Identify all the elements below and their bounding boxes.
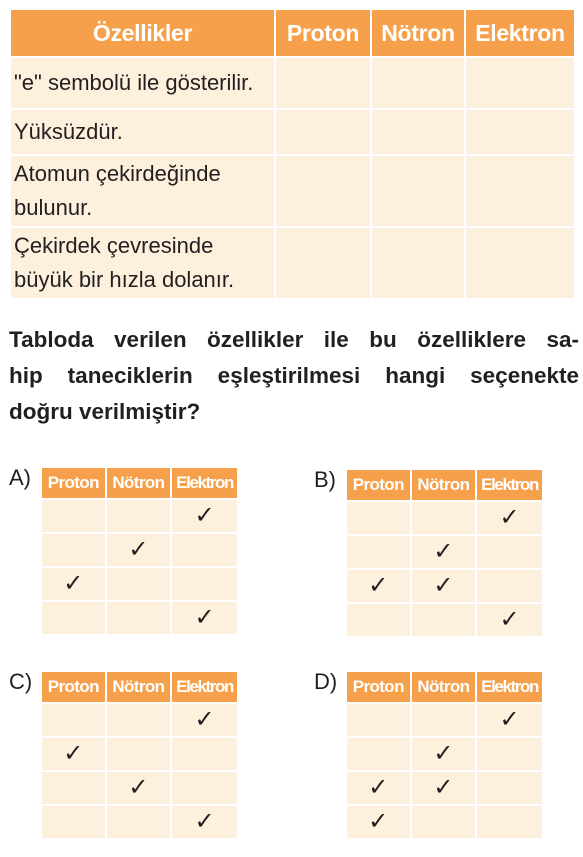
table-row (41, 737, 238, 771)
property-text-line: bulunur. (14, 195, 93, 220)
option-letter: C) (9, 669, 33, 694)
answer-cell-electron (465, 109, 575, 155)
option-cell (476, 603, 543, 637)
option-cell (171, 737, 238, 771)
table-row (346, 703, 543, 737)
check-mark-icon: ✓ (499, 706, 520, 733)
header-electron: Elektron (465, 9, 575, 57)
option-cell (346, 703, 411, 737)
answer-cell-proton (275, 227, 371, 299)
option-cell (346, 569, 411, 603)
check-mark-icon: ✓ (194, 502, 215, 529)
table-row (41, 533, 238, 567)
answer-cell-neutron (371, 227, 465, 299)
option-cell (476, 703, 543, 737)
option-cell (41, 771, 106, 805)
option-cell (411, 603, 477, 637)
check-mark-icon: ✓ (63, 570, 84, 597)
check-mark-icon: ✓ (368, 572, 389, 599)
option-cell (106, 499, 172, 533)
option-cell (476, 805, 543, 839)
check-mark-icon: ✓ (433, 572, 454, 599)
table-row (41, 771, 238, 805)
answer-cell-proton (275, 155, 371, 227)
option-cell (106, 533, 172, 567)
option-letter: B) (314, 467, 336, 492)
table-row (41, 499, 238, 533)
option-cell (346, 603, 411, 637)
option-cell (41, 533, 106, 567)
table-row (41, 601, 238, 635)
answer-cell-electron (465, 57, 575, 109)
table-row (10, 227, 575, 299)
check-mark-icon: ✓ (368, 774, 389, 801)
table-row (41, 703, 238, 737)
check-mark-icon: ✓ (128, 536, 149, 563)
properties-header-row (10, 9, 575, 57)
table-row (10, 57, 575, 109)
check-mark-icon: ✓ (433, 538, 454, 565)
option-header-neutron: Nötron (106, 467, 172, 499)
answer-cell-neutron (371, 155, 465, 227)
check-mark-icon: ✓ (433, 740, 454, 767)
option-cell (171, 703, 238, 737)
header-properties: Özellikler (10, 9, 275, 57)
check-mark-icon: ✓ (194, 706, 215, 733)
question-text (9, 322, 579, 430)
property-text-line: büyük bir hızla dolanır. (14, 267, 235, 292)
table-row (346, 737, 543, 771)
option-header-row (346, 469, 543, 501)
answer-cell-neutron (371, 57, 465, 109)
option-cell (411, 569, 477, 603)
option-header-row (41, 671, 238, 703)
option-header-electron: Elektron (171, 467, 238, 499)
option-header-electron: Elektron (476, 671, 543, 703)
check-mark-icon: ✓ (63, 740, 84, 767)
option-cell (346, 771, 411, 805)
option-header-row (41, 467, 238, 499)
option-cell (171, 601, 238, 635)
option-header-row (346, 671, 543, 703)
option-cell (411, 501, 477, 535)
option-table (40, 670, 239, 840)
check-mark-icon: ✓ (128, 774, 149, 801)
option-header-neutron: Nötron (106, 671, 172, 703)
properties-table (9, 8, 576, 300)
answer-cell-electron (465, 155, 575, 227)
table-row (346, 535, 543, 569)
answer-cell-neutron (371, 109, 465, 155)
option-cell (171, 771, 238, 805)
option-cell (106, 771, 172, 805)
property-cell (10, 227, 275, 299)
check-mark-icon: ✓ (368, 808, 389, 835)
option-cell (41, 601, 106, 635)
option-header-proton: Proton (41, 467, 106, 499)
option-letter: D) (314, 669, 338, 694)
check-mark-icon: ✓ (499, 606, 520, 633)
option-cell (106, 737, 172, 771)
option-cell (476, 771, 543, 805)
option-cell (41, 703, 106, 737)
property-text-line: Atomun çekirdeğinde (14, 161, 221, 186)
option-cell (346, 501, 411, 535)
option-cell (41, 805, 106, 839)
option-header-proton: Proton (346, 671, 411, 703)
header-neutron: Nötron (371, 9, 465, 57)
table-row (41, 805, 238, 839)
check-mark-icon: ✓ (194, 604, 215, 631)
check-mark-icon: ✓ (194, 808, 215, 835)
answer-cell-proton (275, 109, 371, 155)
property-text: "e" sembolü ile gösterilir. (14, 70, 254, 95)
option-header-proton: Proton (41, 671, 106, 703)
option-cell (346, 535, 411, 569)
option-cell (41, 737, 106, 771)
option-header-neutron: Nötron (411, 671, 477, 703)
property-cell (10, 109, 275, 155)
answer-cell-electron (465, 227, 575, 299)
option-cell (346, 737, 411, 771)
option-letter: A) (9, 465, 31, 490)
option-cell (41, 499, 106, 533)
option-cell (106, 601, 172, 635)
option-cell (411, 703, 477, 737)
option-cell (171, 567, 238, 601)
option-cell (476, 737, 543, 771)
answer-cell-proton (275, 57, 371, 109)
option-header-electron: Elektron (171, 671, 238, 703)
question-line: hip taneciklerin eşleştirilmesi hangi seçenekte (9, 363, 579, 388)
table-row (10, 109, 575, 155)
option-header-electron: Elektron (476, 469, 543, 501)
option-table (40, 466, 239, 636)
option-header-proton: Proton (346, 469, 411, 501)
header-proton: Proton (275, 9, 371, 57)
table-row (346, 501, 543, 535)
option-cell (106, 703, 172, 737)
option-table (345, 670, 544, 840)
option-header-neutron: Nötron (411, 469, 477, 501)
table-row (346, 569, 543, 603)
option-table (345, 468, 544, 638)
option-cell (476, 569, 543, 603)
property-text-line: Çekirdek çevresinde (14, 233, 214, 258)
table-row (346, 771, 543, 805)
property-cell (10, 57, 275, 109)
option-cell (411, 535, 477, 569)
question-line: doğru verilmiştir? (9, 399, 201, 424)
option-cell (411, 737, 477, 771)
option-cell (411, 805, 477, 839)
option-cell (106, 805, 172, 839)
option-cell (171, 499, 238, 533)
check-mark-icon: ✓ (433, 774, 454, 801)
property-cell (10, 155, 275, 227)
table-row (346, 603, 543, 637)
table-row (346, 805, 543, 839)
option-cell (171, 533, 238, 567)
option-cell (171, 805, 238, 839)
question-line: Tabloda verilen özellikler ile bu özelliklere sa- (9, 327, 579, 352)
option-cell (106, 567, 172, 601)
option-cell (41, 567, 106, 601)
option-cell (476, 535, 543, 569)
option-cell (346, 805, 411, 839)
option-cell (411, 771, 477, 805)
property-text: Yüksüzdür. (14, 119, 123, 144)
table-row (41, 567, 238, 601)
table-row (10, 155, 575, 227)
option-cell (476, 501, 543, 535)
check-mark-icon: ✓ (499, 504, 520, 531)
